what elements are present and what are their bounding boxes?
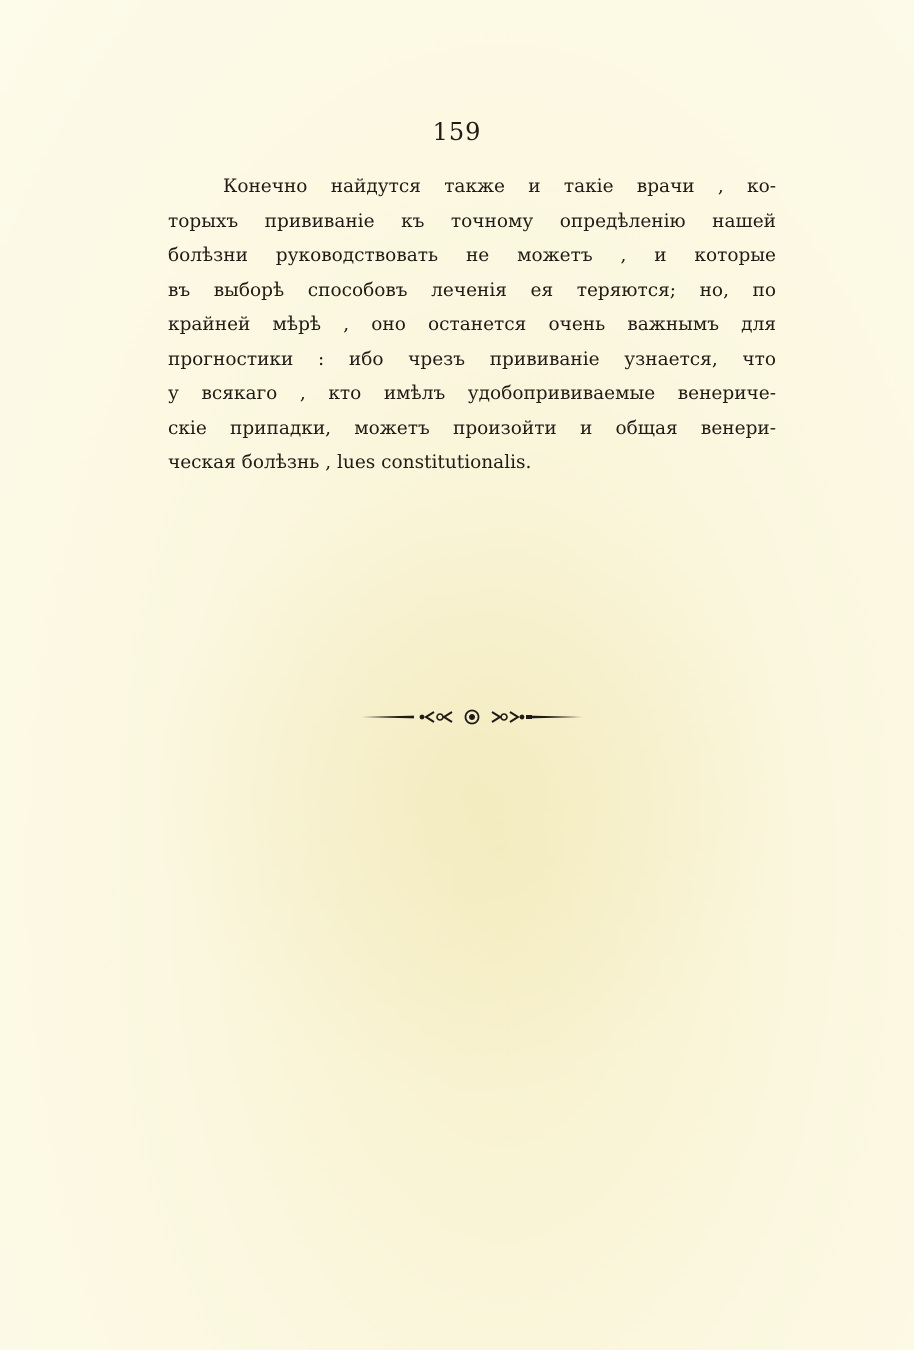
paragraph (168, 170, 776, 481)
paragraph-line: крайней мѣрѣ , оно останется очень важнымъ для (168, 314, 776, 335)
paragraph-line: у всякаго , кто имѣлъ удобопрививаемые венериче- (168, 383, 776, 404)
paragraph-line: скіе припадки, можетъ произойти и общая венери- (168, 417, 776, 439)
paragraph-line: болѣзни руководствовать не можетъ , и которые (168, 245, 776, 266)
paragraph-line: торыхъ прививаніе къ точному опредѣленію нашей (168, 210, 776, 232)
paragraph-line: въ выборѣ способовъ леченія ея теряются; но, по (168, 279, 776, 301)
paragraph-line: прогностики : ибо чрезъ прививаніе узнается, что (168, 348, 776, 370)
ornament-divider-icon (362, 707, 582, 727)
page-number: 159 (432, 118, 482, 146)
paper-bleed-through (150, 480, 790, 1100)
paragraph-line: ческая болѣзнь , lues constitutionalis. (168, 452, 532, 473)
paragraph-line: Конечно найдутся также и такіе врачи , ко- (223, 176, 776, 197)
